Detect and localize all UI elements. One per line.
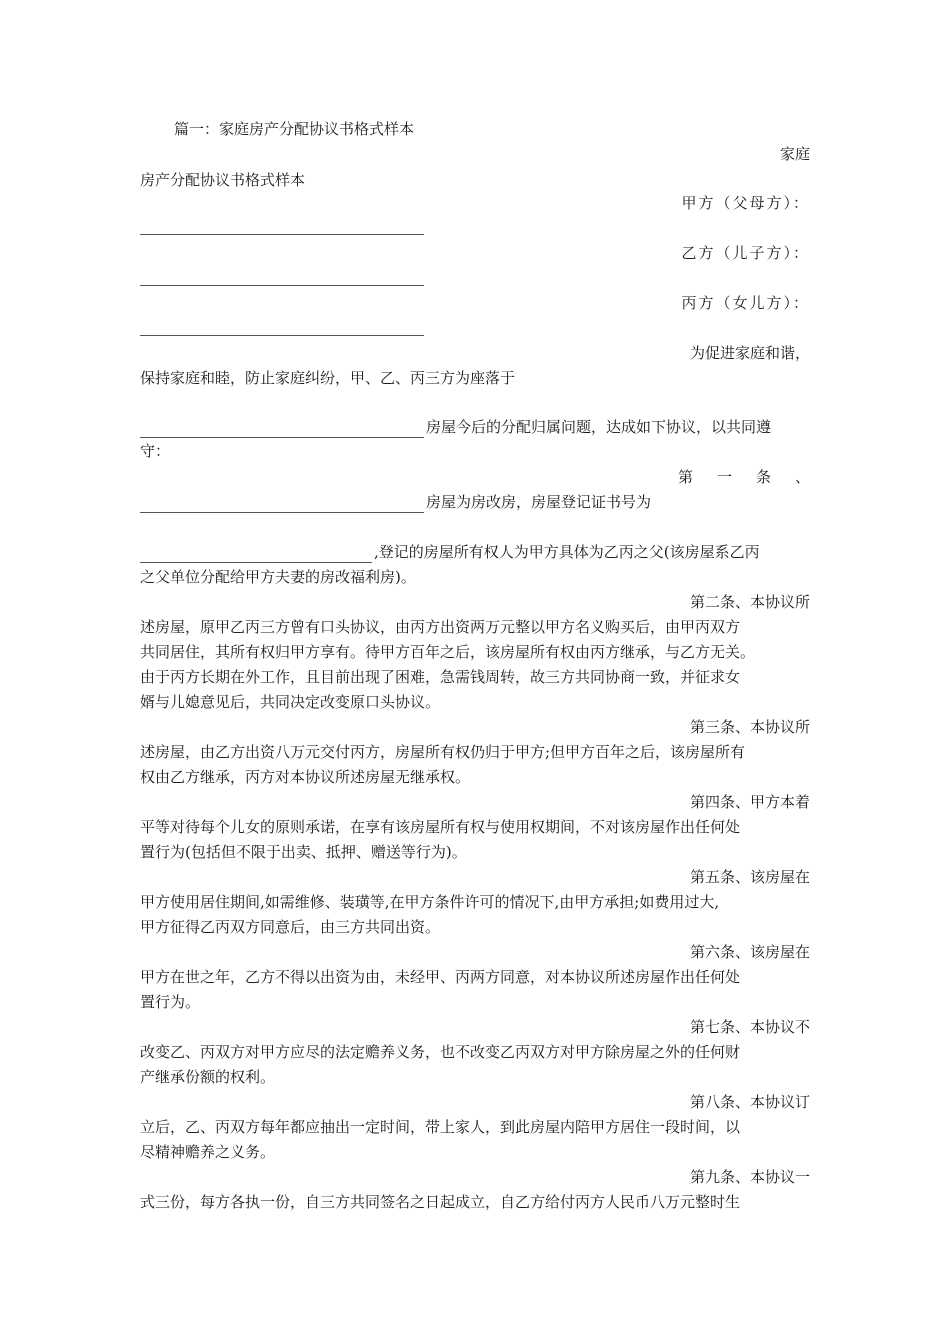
party-a-label: 甲方（父母方）： xyxy=(681,194,810,212)
section-heading: 篇一：家庭房产分配协议书格式样本 xyxy=(174,120,415,138)
article-2-line: 述房屋，原甲乙丙三方曾有口头协议，由丙方出资两万元整以甲方名义购买后，由甲丙双方 xyxy=(140,618,741,636)
house-blank xyxy=(140,496,424,513)
article-3-line: 权由乙方继承，丙方对本协议所述房屋无继承权。 xyxy=(140,768,471,786)
intro-line-3-text: 房屋今后的分配归属问题，达成如下协议，以共同遵 xyxy=(426,418,772,436)
article-5-line: 甲方征得乙丙双方同意后，由三方共同出资。 xyxy=(140,918,441,936)
article-9-head: 第九条、本协议一 xyxy=(689,1168,810,1186)
article-1-line-1 xyxy=(140,491,651,513)
article-2-head: 第二条、本协议所 xyxy=(689,593,810,611)
article-6-line: 甲方在世之年，乙方不得以出资为由，未经甲、丙两方同意，对本协议所述房屋作出任何处 xyxy=(140,968,741,986)
article-7-line: 改变乙、丙双方对甲方应尽的法定赡养义务，也不改变乙丙双方对甲方除房屋之外的任何财 xyxy=(140,1043,741,1061)
article-1-line-2-text: ,登记的房屋所有权人为甲方具体为乙丙之父(该房屋系乙丙 xyxy=(374,543,760,561)
article-7-line: 产继承份额的权利。 xyxy=(140,1068,276,1086)
certificate-number-blank xyxy=(140,546,372,563)
article-3-line: 述房屋，由乙方出资八万元交付丙方，房屋所有权仍归于甲方;但甲方百年之后，该房屋所有 xyxy=(140,743,746,761)
party-c-blank xyxy=(140,335,424,336)
intro-line-1: 为促进家庭和谐， xyxy=(689,344,810,362)
article-8-line: 尽精神赡养之义务。 xyxy=(140,1143,276,1161)
article-4-line: 平等对待每个儿女的原则承诺，在享有该房屋所有权与使用权期间，不对该房屋作出任何处 xyxy=(140,818,741,836)
intro-line-4: 守： xyxy=(140,442,171,460)
article-5-line: 甲方使用居住期间,如需维修、装璜等,在甲方条件许可的情况下,由甲方承担;如费用过大, xyxy=(140,893,720,911)
party-b-blank xyxy=(140,285,424,286)
article-7-head: 第七条、本协议不 xyxy=(689,1018,810,1036)
doc-title-part1: 家庭 xyxy=(779,145,810,163)
article-2-line: 由于丙方长期在外工作，且目前出现了困难，急需钱周转，故三方共同协商一致，并征求女 xyxy=(140,668,741,686)
article-1-line-3: 之父单位分配给甲方夫妻的房改福利房)。 xyxy=(140,568,416,586)
article-8-head: 第八条、本协议订 xyxy=(689,1093,810,1111)
article-1-label-char: 第 xyxy=(678,468,694,486)
article-3-head: 第三条、本协议所 xyxy=(689,718,810,736)
intro-line-3 xyxy=(140,416,771,438)
party-a-blank xyxy=(140,234,424,235)
article-1-line-2 xyxy=(140,541,760,563)
location-blank xyxy=(140,421,424,438)
article-1-line-1-text: 房屋为房改房，房屋登记证书号为 xyxy=(426,493,652,511)
article-6-head: 第六条、该房屋在 xyxy=(689,943,810,961)
party-b-label: 乙方（儿子方）： xyxy=(681,244,810,262)
party-c-label: 丙方（女儿方）： xyxy=(681,294,810,312)
article-4-line: 置行为(包括但不限于出卖、抵押、赠送等行为)。 xyxy=(140,843,467,861)
article-1-label xyxy=(678,466,810,488)
article-6-line: 置行为。 xyxy=(140,993,201,1011)
article-1-label-char: 、 xyxy=(794,468,810,486)
doc-title-part2: 房产分配协议书格式样本 xyxy=(140,171,306,189)
article-9-line: 式三份，每方各执一份，自三方共同签名之日起成立，自乙方给付丙方人民币八万元整时生 xyxy=(140,1193,741,1211)
article-5-head: 第五条、该房屋在 xyxy=(689,868,810,886)
article-2-line: 婿与儿媳意见后，共同决定改变原口头协议。 xyxy=(140,693,441,711)
article-2-line: 共同居住，其所有权归甲方享有。待甲方百年之后，该房屋所有权由丙方继承，与乙方无关。 xyxy=(140,643,756,661)
article-8-line: 立后，乙、丙双方每年都应抽出一定时间，带上家人，到此房屋内陪甲方居住一段时间，以 xyxy=(140,1118,741,1136)
article-1-label-char: 条 xyxy=(755,468,771,486)
article-4-head: 第四条、甲方本着 xyxy=(689,793,810,811)
intro-line-2: 保持家庭和睦，防止家庭纠纷，甲、乙、丙三方为座落于 xyxy=(140,369,516,387)
article-1-label-char: 一 xyxy=(716,468,732,486)
